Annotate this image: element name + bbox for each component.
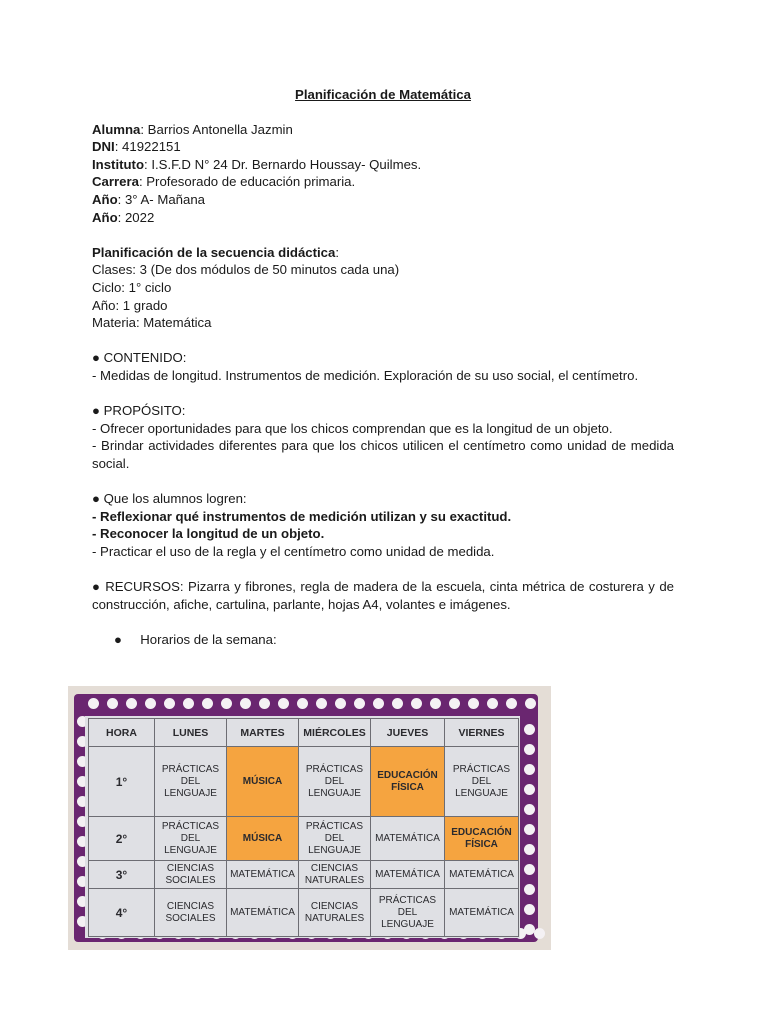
schedule-cell: MATEMÁTICA [445, 889, 519, 937]
info-label: Año [92, 191, 118, 207]
schedule-cell: EDUCACIÓN FÍSICA [371, 747, 445, 817]
frame-dot [524, 924, 535, 935]
schedule-cell: MATEMÁTICA [227, 889, 299, 937]
schedule-cell: MÚSICA [227, 817, 299, 861]
schedule-header: LUNES [155, 719, 227, 747]
schedule-cell: PRÁCTICAS DEL LENGUAJE [155, 817, 227, 861]
frame-dot [525, 698, 536, 709]
schedule-cell: PRÁCTICAS DEL LENGUAJE [299, 747, 371, 817]
schedule-row [89, 889, 519, 937]
frame-dot [259, 698, 270, 709]
info-label: DNI [92, 139, 115, 155]
frame-dot [240, 698, 251, 709]
schedule-cell: MATEMÁTICA [445, 861, 519, 889]
frame-dot [468, 698, 479, 709]
contenido-text: - Medidas de longitud. Instrumentos de medición. Exploración de su uso social, el centímetro. [92, 367, 639, 383]
frame-dot [487, 698, 498, 709]
schedule-cell: PRÁCTICAS DEL LENGUAJE [299, 817, 371, 861]
recursos-text: ● RECURSOS: Pizarra y fibrones, regla de madera de la escuela, cinta métrica de costurera y de construcción, afiche, cartulina, parlante, hojas A4, volantes e imágenes. [92, 579, 674, 612]
frame-dot [524, 844, 535, 855]
schedule-row [89, 861, 519, 889]
schedule-header-row [89, 719, 519, 747]
frame-dot [297, 698, 308, 709]
schedule-hour: 2° [89, 817, 155, 861]
logros-heading: ● Que los alumnos logren: [92, 491, 247, 507]
schedule-header: MIÉRCOLES [299, 719, 371, 747]
schedule-cell: MATEMÁTICA [371, 817, 445, 861]
info-carrera [92, 173, 674, 191]
schedule-cell: CIENCIAS SOCIALES [155, 889, 227, 937]
info-value: : 3° A- Mañana [117, 191, 206, 207]
info-value: : I.S.F.D N° 24 Dr. Bernardo Houssay- Quilmes. [144, 156, 422, 172]
secuencia-heading-suffix: : [335, 244, 340, 260]
frame-dot [524, 884, 535, 895]
schedule-row [89, 747, 519, 817]
schedule-cell: CIENCIAS NATURALES [299, 861, 371, 889]
secuencia-heading-text: Planificación de la secuencia didáctica [92, 244, 336, 260]
document-body [92, 86, 674, 648]
frame-dot [354, 698, 365, 709]
info-label: Alumna [92, 121, 141, 137]
frame-dot [88, 698, 99, 709]
frame-dot [221, 698, 232, 709]
schedule-header: JUEVES [371, 719, 445, 747]
schedule-hour: 3° [89, 861, 155, 889]
logros-item: - Practicar el uso de la regla y el centímetro como unidad de medida. [92, 543, 495, 559]
frame-dot [524, 824, 535, 835]
schedule-table [88, 718, 519, 937]
frame-dot [164, 698, 175, 709]
frame-dot [524, 904, 535, 915]
schedule-cell: PRÁCTICAS DEL LENGUAJE [371, 889, 445, 937]
schedule-cell: EDUCACIÓN FÍSICA [445, 817, 519, 861]
info-anio [92, 209, 674, 227]
horarios-label: ● Horarios de la semana: [114, 631, 277, 647]
info-alumna [92, 121, 674, 139]
frame-dot [524, 784, 535, 795]
schedule-cell: PRÁCTICAS DEL LENGUAJE [155, 747, 227, 817]
frame-dot [430, 698, 441, 709]
info-label: Año [92, 209, 118, 225]
frame-dot [373, 698, 384, 709]
frame-dot [316, 698, 327, 709]
info-value: : Profesorado de educación primaria. [138, 174, 356, 190]
info-value: : Barrios Antonella Jazmin [140, 121, 293, 137]
frame-dot [524, 804, 535, 815]
schedule-hour: 4° [89, 889, 155, 937]
schedule-cell: MATEMÁTICA [227, 861, 299, 889]
schedule-hour: 1° [89, 747, 155, 817]
schedule-cell: CIENCIAS NATURALES [299, 889, 371, 937]
info-label: Instituto [92, 156, 145, 172]
frame-dot [126, 698, 137, 709]
secuencia-line: Materia: Matemática [92, 315, 212, 331]
frame-dot [506, 698, 517, 709]
info-value: : 2022 [117, 209, 155, 225]
proposito-item: - Brindar actividades diferentes para que los chicos utilicen el centímetro como unidad de medida social. [92, 438, 674, 471]
schedule-header: MARTES [227, 719, 299, 747]
schedule-cell: CIENCIAS SOCIALES [155, 861, 227, 889]
frame-dot [411, 698, 422, 709]
frame-dot [202, 698, 213, 709]
frame-dot [107, 698, 118, 709]
frame-dot [449, 698, 460, 709]
secuencia-heading [92, 244, 674, 262]
contenido-heading: ● CONTENIDO: [92, 350, 187, 366]
frame-dot [145, 698, 156, 709]
schedule-row [89, 817, 519, 861]
info-dni [92, 138, 674, 156]
logros-bold-item: - Reflexionar qué instrumentos de medición utilizan y su exactitud. [92, 508, 512, 524]
frame-dot [183, 698, 194, 709]
frame-dot [534, 928, 545, 939]
frame-dot [524, 764, 535, 775]
secuencia-line: Ciclo: 1° ciclo [92, 279, 172, 295]
secuencia-line: Año: 1 grado [92, 297, 168, 313]
info-label: Carrera [92, 174, 139, 190]
logros-bold-item: - Reconocer la longitud de un objeto. [92, 526, 325, 542]
document-title: Planificación de Matemática [295, 87, 471, 102]
frame-dot [524, 864, 535, 875]
info-instituto [92, 156, 674, 174]
schedule-header: VIERNES [445, 719, 519, 747]
frame-dot [524, 744, 535, 755]
schedule-cell: PRÁCTICAS DEL LENGUAJE [445, 747, 519, 817]
schedule-header: HORA [89, 719, 155, 747]
secuencia-line: Clases: 3 (De dos módulos de 50 minutos cada una) [92, 262, 400, 278]
frame-dot [335, 698, 346, 709]
frame-dot [392, 698, 403, 709]
frame-dot [524, 724, 535, 735]
schedule-cell: MATEMÁTICA [371, 861, 445, 889]
proposito-item: - Ofrecer oportunidades para que los chicos comprendan que es la longitud de un objeto. [92, 420, 613, 436]
frame-dot [278, 698, 289, 709]
info-anio-curso [92, 191, 674, 209]
proposito-heading: ● PROPÓSITO: [92, 403, 186, 419]
info-value: : 41922151 [114, 139, 181, 155]
schedule-cell: MÚSICA [227, 747, 299, 817]
